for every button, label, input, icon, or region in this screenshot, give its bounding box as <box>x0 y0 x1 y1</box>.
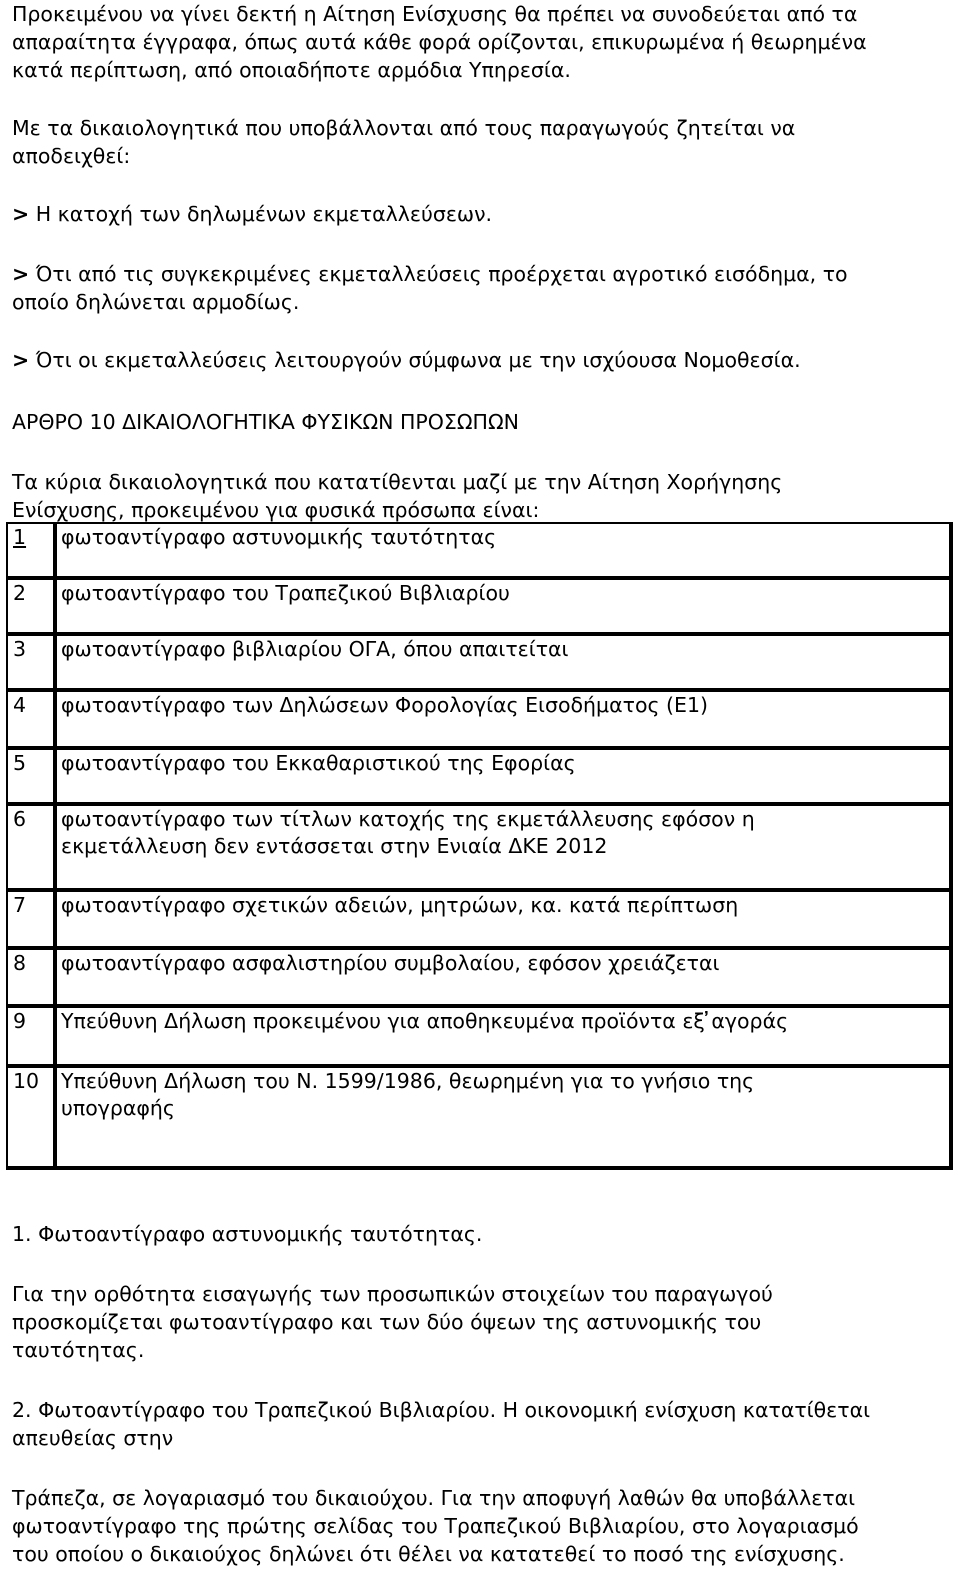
row-number: 6 <box>8 806 57 892</box>
row-text: Υπεύθυνη Δήλωση προκειμένου για αποθηκευμένα προϊόντα εξ ̓αγοράς <box>57 1008 949 1068</box>
row-number: 4 <box>8 692 57 750</box>
row-text: φωτοαντίγραφο του Εκκαθαριστικού της Εφορίας <box>57 750 949 806</box>
row-text: φωτοαντίγραφο ασφαλιστηρίου συμβολαίου, εφόσον χρειάζεται <box>57 950 949 1008</box>
docs-intro-line: Ενίσχυσης, προκειμένου για φυσικά πρόσωπα είναι: <box>12 498 540 522</box>
row-text: φωτοαντίγραφο των τίτλων κατοχής της εκμετάλλευσης εφόσον η εκμετάλλευση δεν εντάσσεται στην Ενιαία ΔΚΕ 2012 <box>57 806 949 892</box>
table-row <box>8 524 949 580</box>
table-row <box>8 806 949 892</box>
row-number: 3 <box>8 636 57 692</box>
table-row <box>8 1068 949 1166</box>
section1-line: Για την ορθότητα εισαγωγής των προσωπικών στοιχείων του παραγωγού <box>12 1282 773 1306</box>
row-text: φωτοαντίγραφο αστυνομικής ταυτότητας <box>57 524 949 580</box>
row-number: 5 <box>8 750 57 806</box>
arrow-marker-icon: > <box>12 262 30 286</box>
row-text: φωτοαντίγραφο του Τραπεζικού Βιβλιαρίου <box>57 580 949 636</box>
intro-paragraph <box>12 0 948 84</box>
row-text: Υπεύθυνη Δήλωση του Ν. 1599/1986, θεωρημένη για το γνήσιο της υπογραφής <box>61 1069 755 1120</box>
bullet-text: οποίο δηλώνεται αρμοδίως. <box>12 290 300 314</box>
row-number: 9 <box>8 1008 57 1068</box>
docs-intro-line: Τα κύρια δικαιολογητικά που κατατίθενται μαζί με την Αίτηση Χορήγησης <box>12 470 783 494</box>
section1-heading: 1. Φωτοαντίγραφο αστυνομικής ταυτότητας. <box>12 1222 483 1246</box>
proof-intro-line: αποδειχθεί: <box>12 144 131 168</box>
section2-body <box>12 1484 948 1568</box>
intro-line: απαραίτητα έγγραφα, όπως αυτά κάθε φορά ορίζονται, επικυρωμένα ή θεωρημένα <box>12 30 867 54</box>
row-number: 10 <box>8 1068 57 1166</box>
row-number: 1 <box>13 525 27 549</box>
intro-line: Προκειμένου να γίνει δεκτή η Αίτηση Ενίσχυσης θα πρέπει να συνοδεύεται από τα <box>12 2 858 26</box>
bullet-text: Ότι από τις συγκεκριμένες εκμεταλλεύσεις προέρχεται αγροτικό εισόδημα, το <box>35 262 848 286</box>
table-row <box>8 1008 949 1068</box>
documents-table <box>6 522 953 1170</box>
intro-line: κατά περίπτωση, από οποιαδήποτε αρμόδια Υπηρεσία. <box>12 58 571 82</box>
bullet-item <box>12 260 948 316</box>
section1-line: προσκομίζεται φωτοαντίγραφο και των δύο όψεων της αστυνομικής του <box>12 1310 762 1334</box>
table-row <box>8 950 949 1008</box>
row-text: φωτοαντίγραφο βιβλιαρίου ΟΓΑ, όπου απαιτείται <box>57 636 949 692</box>
table-row <box>8 892 949 950</box>
proof-intro-line: Με τα δικαιολογητικά που υποβάλλονται από τους παραγωγούς ζητείται να <box>12 116 796 140</box>
section2-heading-line: απευθείας στην <box>12 1426 174 1450</box>
section2-line: του οποίου ο δικαιούχος δηλώνει ότι θέλει να κατατεθεί το ποσό της ενίσχυσης. <box>12 1542 845 1566</box>
row-number: 7 <box>8 892 57 950</box>
bullet-text: Η κατοχή των δηλωμένων εκμεταλλεύσεων. <box>35 202 493 226</box>
row-number: 2 <box>8 580 57 636</box>
section2-line: Τράπεζα, σε λογαριασμό του δικαιούχου. Για την αποφυγή λαθών θα υποβάλλεται <box>12 1486 856 1510</box>
proof-intro-paragraph <box>12 114 948 170</box>
section2-line: φωτοαντίγραφο της πρώτης σελίδας του Τραπεζικού Βιβλιαρίου, στο λογαριασμό <box>12 1514 859 1538</box>
section1-line: ταυτότητας. <box>12 1338 145 1362</box>
table-row <box>8 750 949 806</box>
table-row <box>8 692 949 750</box>
bullet-item <box>12 346 948 374</box>
bullet-text: Ότι οι εκμεταλλεύσεις λειτουργούν σύμφωνα με την ισχύουσα Νομοθεσία. <box>35 348 801 372</box>
bullet-item <box>12 200 948 228</box>
article-heading: ΑΡΘΡΟ 10 ΔΙΚΑΙΟΛΟΓΗΤΙΚΑ ΦΥΣΙΚΩΝ ΠΡΟΣΩΠΩΝ <box>12 410 519 434</box>
table-row <box>8 580 949 636</box>
section1-body <box>12 1280 948 1364</box>
table-row <box>8 636 949 692</box>
arrow-marker-icon: > <box>12 348 30 372</box>
docs-intro-paragraph <box>12 468 948 524</box>
section2-heading-line: 2. Φωτοαντίγραφο του Τραπεζικού Βιβλιαρίου. Η οικονομική ενίσχυση κατατίθεται <box>12 1398 871 1422</box>
row-number: 8 <box>8 950 57 1008</box>
row-text: φωτοαντίγραφο σχετικών αδειών, μητρώων, κα. κατά περίπτωση <box>57 892 949 950</box>
arrow-marker-icon: > <box>12 202 30 226</box>
row-text: φωτοαντίγραφο των Δηλώσεων Φορολογίας Εισοδήματος (Ε1) <box>57 692 949 750</box>
section2-heading <box>12 1396 948 1452</box>
